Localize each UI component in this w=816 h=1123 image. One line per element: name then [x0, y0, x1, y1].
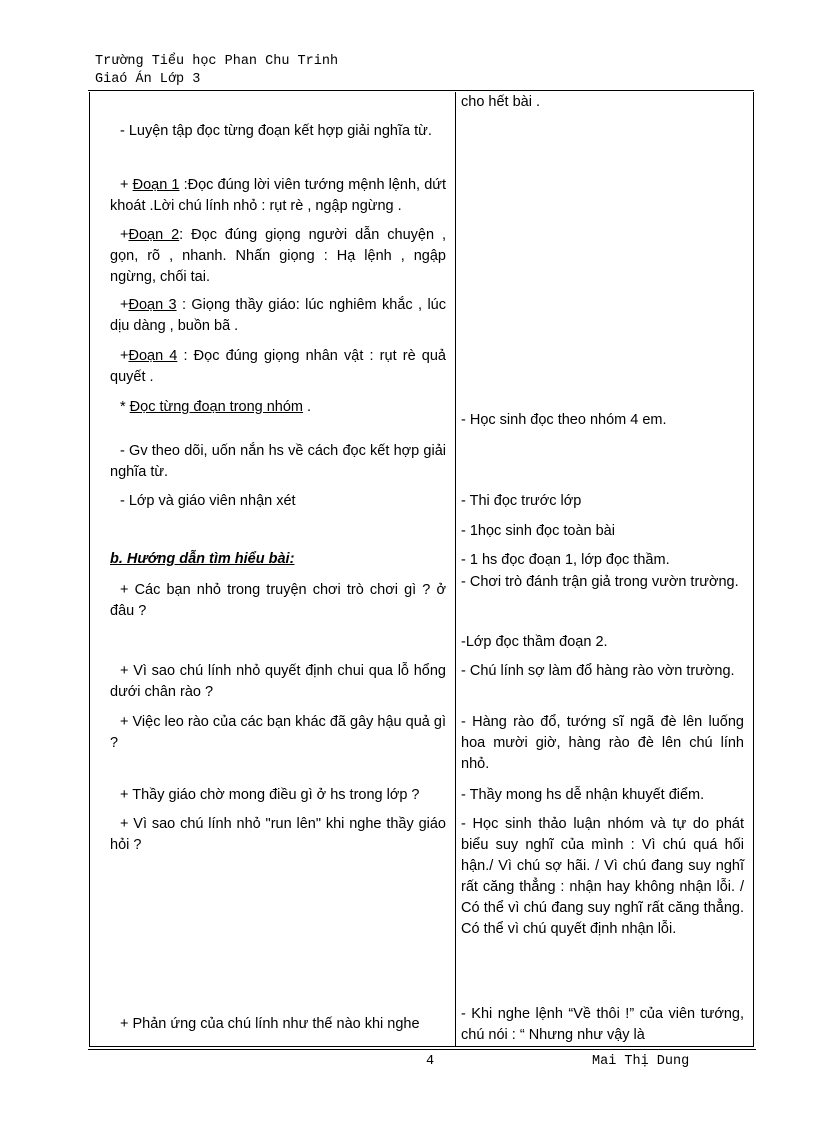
- paragraph-4-note: +Đoạn 4 : Đọc đúng giọng nhân vật : rụt rè quả quyết .: [110, 348, 446, 385]
- question-4: + Thầy giáo chờ mong điều gì ở hs trong lớp ?: [120, 787, 420, 803]
- teacher-monitor-note: - Gv theo dõi, uốn nắn hs về cách đọc kết hợp giải nghĩa từ.: [110, 443, 446, 480]
- class-review-note: - Lớp và giáo viên nhận xét: [120, 493, 296, 509]
- answer-whole-text: - 1học sinh đọc toàn bài: [461, 523, 615, 539]
- table-top-border: [88, 90, 754, 91]
- table-bottom-border: [88, 1049, 756, 1050]
- answer-1: - Chơi trò đánh trận giả trong vườn trường.: [461, 574, 739, 590]
- school-name: Trường Tiểu học Phan Chu Trinh: [95, 54, 339, 69]
- section-b-heading: b. Hướng dẫn tìm hiểu bài:: [110, 551, 295, 567]
- paragraph-1-text: :Đọc đúng lời viên tướng mệnh lệnh, dứt khoát .Lời chú lính nhỏ : rụt rè , ngập ngừng .: [110, 177, 447, 214]
- answer-group-reading: - Học sinh đọc theo nhóm 4 em.: [461, 412, 667, 428]
- answer-2: - Chú lính sợ làm đổ hàng rào vờn trường.: [461, 663, 735, 679]
- question-2: + Vì sao chú lính nhỏ quyết định chui qua lỗ hổng dưới chân rào ?: [110, 663, 446, 700]
- paragraph-4-label: Đoạn 4: [128, 348, 178, 364]
- author-name: Mai Thị Dung: [592, 1054, 690, 1069]
- answer-6: - Khi nghe lệnh “Về thôi !” của viên tướng, chú nói : “ Nhưng như vậy là: [461, 1006, 744, 1043]
- group-reading-note: * Đọc từng đoạn trong nhóm .: [120, 399, 312, 415]
- question-6: + Phản ứng của chú lính như thế nào khi nghe: [120, 1016, 420, 1032]
- page-number: 4: [426, 1054, 435, 1069]
- answer-contest: - Thi đọc trước lớp: [461, 493, 582, 509]
- grade-label: Giaó Án Lớp 3: [95, 72, 201, 87]
- answer-3: - Hàng rào đổ, tướng sĩ ngã đè lên luống hoa mười giờ, hàng rào đè lên chú lính nhỏ.: [461, 714, 744, 772]
- group-reading-label: Đọc từng đoạn trong nhóm: [129, 399, 304, 415]
- paragraph-2-text: : Đọc đúng giọng người dẫn chuyện , gọn, rõ , nhanh. Nhấn giọng : Hạ lệnh , ngập ngừng, chối tai.: [110, 227, 446, 285]
- paragraph-2-label: Đoạn 2: [128, 227, 180, 243]
- column-divider: [455, 92, 456, 1047]
- answer-4: - Thầy mong hs dễ nhận khuyết điểm.: [461, 787, 705, 803]
- answer-5: - Học sinh thảo luận nhóm và tự do phát biểu suy nghĩ của mình : Vì chú quá hối hận./ Vì chú sợ hãi. / Vì chú đang suy nghĩ rất căng thẳng : nhận hay không nhận lỗi. / Có thể vì chú đang suy nghĩ rất căng thẳng. Có thể vì chú quyết định nhận lỗi.: [461, 816, 744, 937]
- paragraph-1-label: Đoạn 1: [132, 177, 180, 193]
- answer-read-paragraph-1: - 1 hs đọc đoạn 1, lớp đọc thầm.: [461, 552, 670, 568]
- paragraph-1-note: + Đoạn 1 :Đọc đúng lời viên tướng mệnh lệnh, dứt khoát .Lời chú lính nhỏ : rụt rè , ngập ngừng .: [110, 177, 447, 214]
- reading-practice-step: - Luyện tập đọc từng đoạn kết hợp giải nghĩa từ.: [120, 123, 432, 139]
- paragraph-3-label: Đoạn 3: [128, 297, 177, 313]
- paragraph-3-note: +Đoạn 3 : Giọng thầy giáo: lúc nghiêm khắc , lúc dịu dàng , buồn bã .: [110, 297, 446, 334]
- paragraph-3-text: : Giọng thầy giáo: lúc nghiêm khắc , lúc dịu dàng , buồn bã .: [110, 297, 446, 334]
- answer-read-whole: cho hết bài .: [461, 94, 540, 110]
- paragraph-2-note: +Đoạn 2: Đọc đúng giọng người dẫn chuyện , gọn, rõ , nhanh. Nhấn giọng : Hạ lệnh , ngập ngừng, chối tai.: [110, 227, 446, 285]
- answer-read-paragraph-2: -Lớp đọc thầm đoạn 2.: [461, 634, 608, 650]
- question-1: + Các bạn nhỏ trong truyện chơi trò chơi gì ? ở đâu ?: [110, 582, 446, 619]
- question-3: + Việc leo rào của các bạn khác đã gây hậu quả gì ?: [110, 714, 446, 751]
- paragraph-4-text: : Đọc đúng giọng nhân vật : rụt rè quả quyết .: [110, 348, 446, 385]
- question-5: + Vì sao chú lính nhỏ "run lên" khi nghe thầy giáo hỏi ?: [110, 816, 446, 853]
